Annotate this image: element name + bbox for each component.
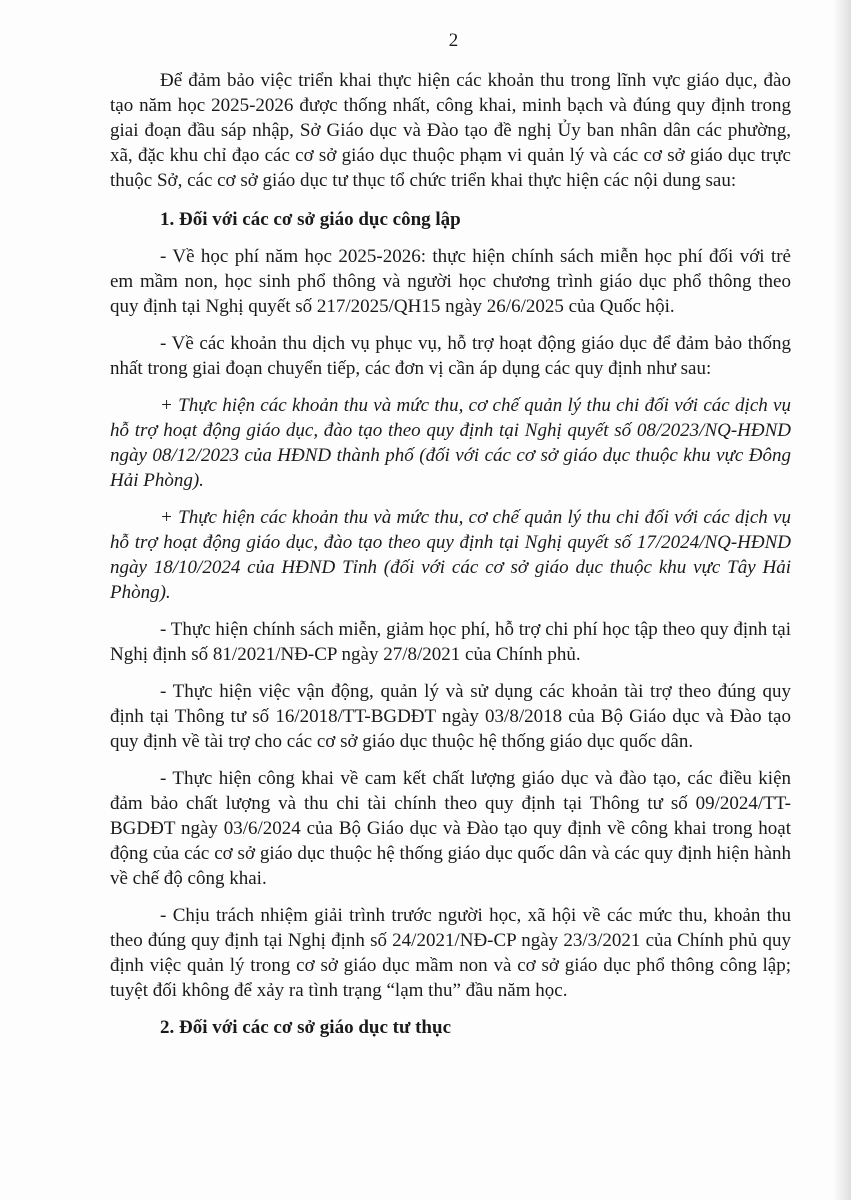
- paragraph-west-haiphong: + Thực hiện các khoản thu và mức thu, cơ chế quản lý thu chi đối với các dịch vụ hỗ trợ hoạt động giáo dục, đào tạo theo quy định tại Nghị quyết số 17/2024/NQ-HĐND ngày 18/10/2024 của HĐND Tỉnh (đối với các cơ sở giáo dục thuộc khu vực Tây Hải Phòng).: [110, 507, 791, 603]
- paragraph-east-haiphong: + Thực hiện các khoản thu và mức thu, cơ chế quản lý thu chi đối với các dịch vụ hỗ trợ hoạt động giáo dục, đào tạo theo quy định tại Nghị quyết số 08/2023/NQ-HĐND ngày 08/12/2023 của HĐND thành phố (đối với các cơ sở giáo dục thuộc khu vực Đông Hải Phòng).: [110, 395, 791, 491]
- paragraph-disclosure: - Thực hiện công khai về cam kết chất lượng giáo dục và đào tạo, các điều kiện đảm bảo chất lượng và thu chi tài chính theo quy định tại Thông tư số 09/2024/TT-BGDĐT ngày 03/6/2024 của Bộ Giáo dục và Đào tạo quy định về công khai trong hoạt động của các cơ sở giáo dục thuộc hệ thống giáo dục quốc dân và các quy định hiện hành về chế độ công khai.: [110, 768, 791, 889]
- paragraph-accountability: - Chịu trách nhiệm giải trình trước người học, xã hội về các mức thu, khoản thu theo đúng quy định tại Nghị định số 24/2021/NĐ-CP ngày 23/3/2021 của Chính phủ quy định việc quản lý trong cơ sở giáo dục mầm non và cơ sở giáo dục phổ thông công lập; tuyệt đối không để xảy ra tình trạng “lạm thu” đầu năm học.: [110, 905, 791, 1001]
- section-1-heading: 1. Đối với các cơ sở giáo dục công lập: [160, 209, 461, 230]
- page-edge-shadow: [833, 0, 851, 1200]
- page-number: 2: [448, 30, 459, 51]
- paragraph-service-fees: - Về các khoản thu dịch vụ phục vụ, hỗ trợ hoạt động giáo dục để đảm bảo thống nhất trong giai đoạn chuyển tiếp, các đơn vị cần áp dụng các quy định như sau:: [110, 333, 791, 379]
- section-2-heading: 2. Đối với các cơ sở giáo dục tư thục: [160, 1017, 452, 1038]
- paragraph-sponsorship: - Thực hiện việc vận động, quản lý và sử dụng các khoản tài trợ theo đúng quy định tại Thông tư số 16/2018/TT-BGDĐT ngày 03/8/2018 của Bộ Giáo dục và Đào tạo quy định về tài trợ cho các cơ sở giáo dục thuộc hệ thống giáo dục quốc dân.: [110, 681, 791, 752]
- paragraph-fee-exemption: - Thực hiện chính sách miễn, giảm học phí, hỗ trợ chi phí học tập theo quy định tại Nghị định số 81/2021/NĐ-CP ngày 27/8/2021 của Chính phủ.: [110, 619, 791, 665]
- intro-paragraph: Để đảm bảo việc triển khai thực hiện các khoản thu trong lĩnh vực giáo dục, đào tạo năm học 2025-2026 được thống nhất, công khai, minh bạch và đúng quy định trong giai đoạn đầu sáp nhập, Sở Giáo dục và Đào tạo đề nghị Ủy ban nhân dân các phường, xã, đặc khu chỉ đạo các cơ sở giáo dục thuộc phạm vi quản lý và các cơ sở giáo dục trực thuộc Sở, các cơ sở giáo dục tư thục tổ chức triển khai thực hiện các nội dung sau:: [110, 70, 791, 191]
- paragraph-tuition-fee: - Về học phí năm học 2025-2026: thực hiện chính sách miễn học phí đối với trẻ em mầm non, học sinh phổ thông và người học chương trình giáo dục phổ thông theo quy định tại Nghị quyết số 217/2025/QH15 ngày 26/6/2025 của Quốc hội.: [110, 246, 791, 317]
